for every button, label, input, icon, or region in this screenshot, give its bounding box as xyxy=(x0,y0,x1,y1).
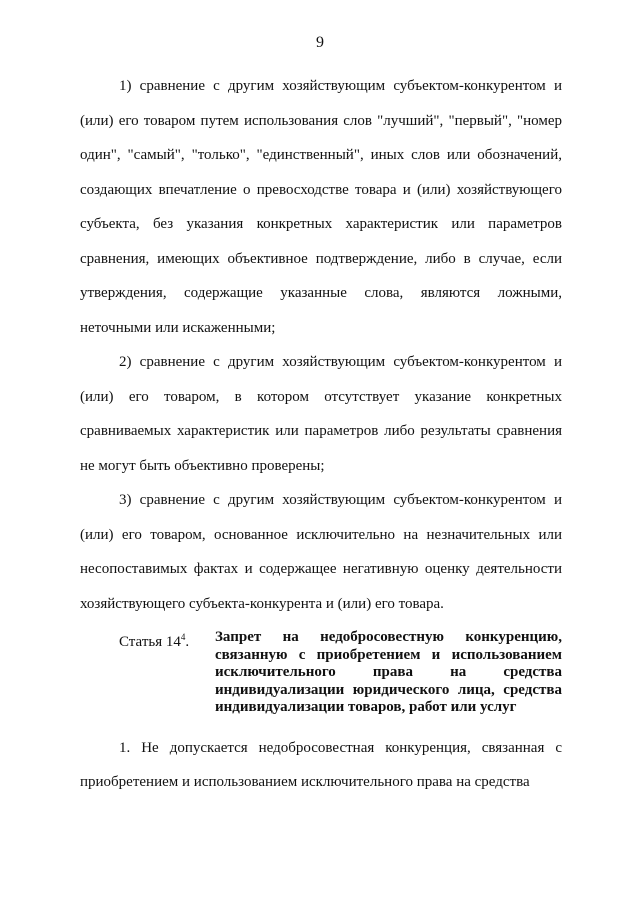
article-number xyxy=(80,629,215,717)
page-number: 9 xyxy=(316,34,324,51)
article-label-superscript: 4 xyxy=(180,632,186,642)
paragraph-item-1: 1) сравнение с другим хозяйствующим субъектом-конкурентом и (или) его товаром путем использования слов "лучший", "первый", "номер один", "самый", "только", "единственный", иных слов или обозначений, создающих впечатление о превосходстве товара и (или) хозяйствующего субъекта, без указания конкретных характеристик или параметров сравнения, имеющих объективное подтверждение, либо в случае, если утверждения, содержащие указанные слова, являются ложными, неточными или искаженными; xyxy=(80,78,562,336)
paragraph-item-4: 1. Не допускается недобросовестная конкуренция, связанная с приобретением и использованием исключительного права на средства xyxy=(80,739,562,790)
article-title: Запрет на недобросовестную конкуренцию, связанную с приобретением и использованием исключительного права на средства индивидуализации юридического лица, средства индивидуализации товаров, работ или услуг xyxy=(215,629,562,715)
document-body xyxy=(80,69,562,800)
article-label-suffix: . xyxy=(185,634,190,650)
paragraph-item-3: 3) сравнение с другим хозяйствующим субъектом-конкурентом и (или) его товаром, основанное исключительно на незначительных или несопоставимых фактах и содержащее негативную оценку деятельности хозяйствующего субъекта-конкурента и (или) его товара. xyxy=(80,492,562,612)
paragraph-item-2: 2) сравнение с другим хозяйствующим субъектом-конкурентом и (или) его товаром, в котором отсутствует указание конкретных сравниваемых характеристик или параметров либо результаты сравнения не могут быть объективно проверены; xyxy=(80,354,562,474)
article-heading xyxy=(80,629,562,717)
article-label-text: Статья 14 xyxy=(119,634,181,650)
